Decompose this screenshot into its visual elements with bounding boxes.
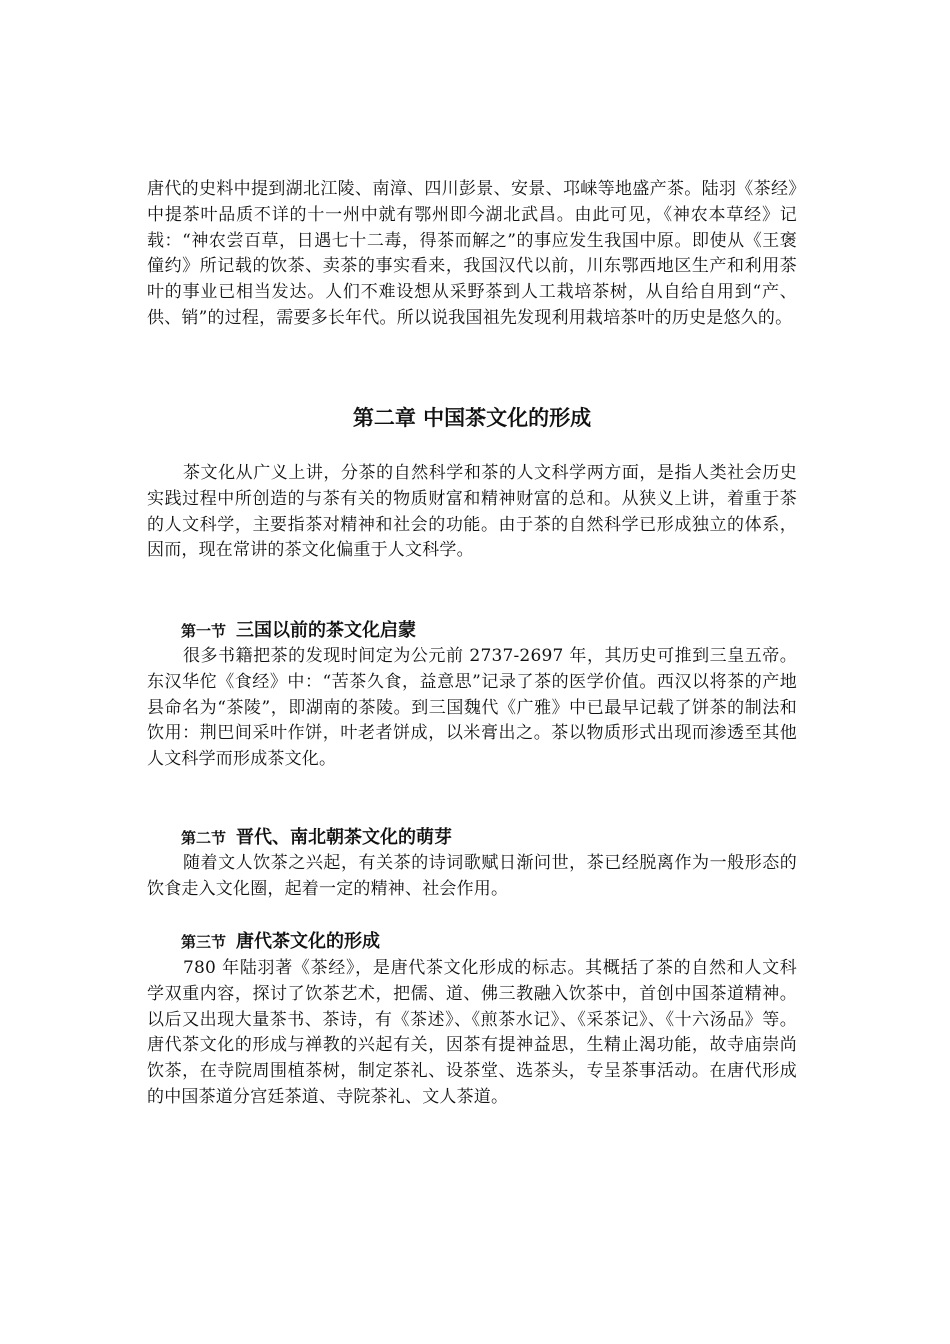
- chapter-intro-paragraph: 茶文化从广义上讲，分茶的自然科学和茶的人文科学两方面，是指人类社会历史实践过程中所创造的与茶有关的物质财富和精神财富的总和。从狭义上讲，着重于茶的人文科学，主要指茶对精神和社会的功能。由于茶的自然科学已形成独立的体系，因而，现在常讲的茶文化偏重于人文科学。: [147, 463, 797, 561]
- section-title: 晋代、南北朝茶文化的萌芽: [236, 827, 453, 848]
- section-1-paragraph: 很多书籍把茶的发现时间定为公元前 2737-2697 年，其历史可推到三皇五帝。东汉华佗《食经》中：“苦茶久食，益意思”记录了茶的医学价值。西汉以将茶的产地县命名为“茶陵”，即湖南的茶陵。到三国魏代《广雅》中已最早记载了饼茶的制法和饮用：荆巴间采叶作饼，叶老者饼成，以米膏出之。茶以物质形式出现而渗透至其他人文科学而形成茶文化。: [147, 646, 797, 770]
- section-heading-1: [181, 615, 781, 644]
- chapter-title: 第二章 中国茶文化的形成: [352, 406, 592, 430]
- section-2-paragraph: 随着文人饮茶之兴起，有关茶的诗词歌赋日渐问世，茶已经脱离作为一般形态的饮食走入文化圈，起着一定的精神、社会作用。: [147, 853, 797, 899]
- section-number: 第三节: [181, 933, 227, 951]
- section-number: 第一节: [181, 622, 227, 640]
- section-number: 第二节: [181, 829, 227, 847]
- intro-paragraph: 唐代的史料中提到湖北江陵、南漳、四川彭景、安景、邛崃等地盛产茶。陆羽《茶经》中提茶叶品质不详的十一州中就有鄂州即今湖北武昌。由此可见，《神农本草经》记载：“神农尝百草，日遇七十二毒，得茶而解之”的事应发生我国中原。即使从《王褒僮约》所记载的饮茶、卖茶的事实看来，我国汉代以前，川东鄂西地区生产和利用茶叶的事业已相当发达。人们不难设想从采野茶到人工栽培茶树，从自给自用到“产、供、销”的过程，需要多长年代。所以说我国祖先发现利用栽培茶叶的历史是悠久的。: [147, 179, 797, 328]
- section-title: 三国以前的茶文化启蒙: [236, 620, 417, 641]
- section-title: 唐代茶文化的形成: [236, 931, 381, 952]
- section-3-paragraph: 780 年陆羽著《茶经》，是唐代茶文化形成的标志。其概括了茶的自然和人文科学双重内容，探讨了饮茶艺术，把儒、道、佛三教融入饮茶中，首创中国茶道精神。以后又出现大量茶书、茶诗，有《茶述》、《煎茶水记》、《采茶记》、《十六汤品》等。唐代茶文化的形成与禅教的兴起有关，因茶有提神益思，生精止渴功能，故寺庙崇尚饮茶，在寺院周围植茶树，制定茶礼、设茶堂、选茶头，专呈茶事活动。在唐代形成的中国茶道分宫廷茶道、寺院茶礼、文人茶道。: [147, 958, 797, 1107]
- section-heading-3: [181, 926, 781, 955]
- section-heading-2: [181, 822, 781, 851]
